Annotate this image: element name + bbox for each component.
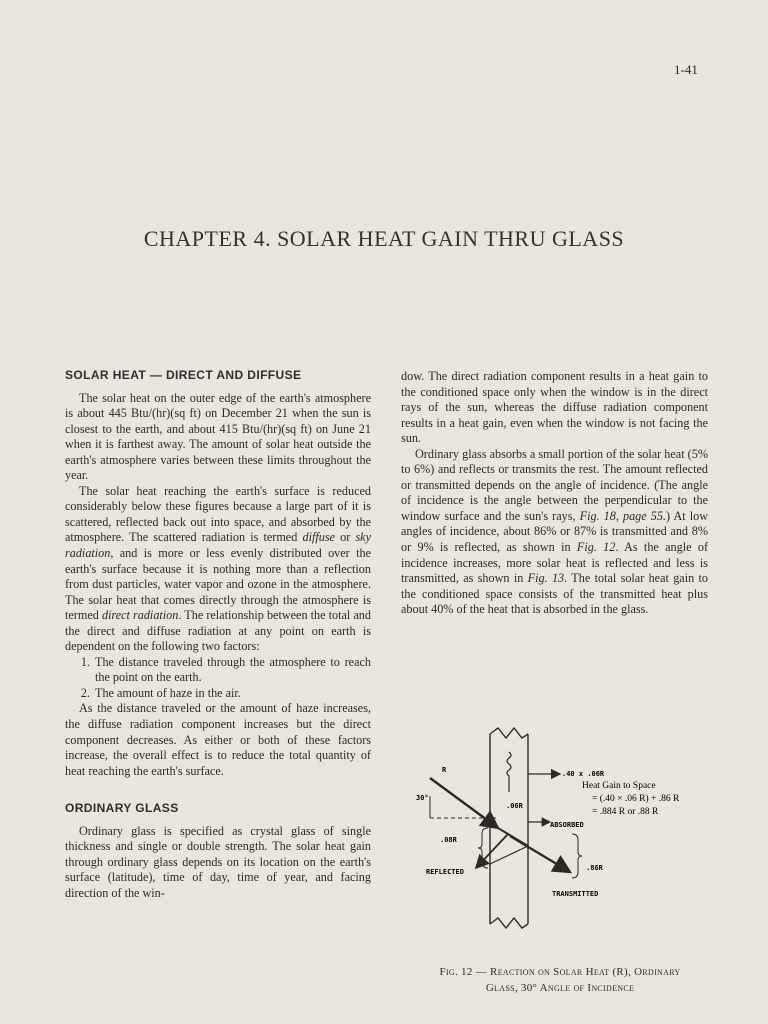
- label-08r: .08R: [440, 836, 457, 844]
- figure-reference: Fig. 13: [527, 571, 565, 586]
- glass-reaction-diagram: [410, 724, 720, 964]
- caption-line2: Glass, 30° Angle of Incidence: [485, 982, 635, 994]
- paragraph: Ordinary glass absorbs a small portion of the solar heat (5% to 6%) and reflects or transmits the rest. The amount reflected or transmitted depends on the angle of incidence. (The angle of incidence is the angle between the perpendicular to the window surface and the sun's rays, Fig. 18, page 55.) At low angles of incidence, about 86% or 87% is transmitted and 8% or 9% is reflected, as shown in Fig. 12. As the angle of incidence increases, more solar heat is reflected and less is transmitted, as shown in Fig. 13. The total solar heat gain to the conditioned space consists of the transmitted heat plus about 40% of the heat that is absorbed in the glass.: [401, 446, 709, 617]
- left-column: [65, 368, 371, 902]
- label-top: .40 x .06R: [562, 770, 605, 778]
- page-number: 1-41: [674, 62, 698, 77]
- label-86r: .86R: [586, 864, 603, 872]
- heat-gain-line1: Heat Gain to Space: [582, 781, 656, 791]
- right-column: [401, 369, 708, 618]
- label-absorbed: ABSORBED: [550, 821, 584, 829]
- chapter-title: CHAPTER 4. SOLAR HEAT GAIN THRU GLASS: [143, 226, 625, 251]
- figure-caption: [400, 964, 720, 996]
- incident-ray: [430, 778, 498, 828]
- figure-12-diagram: [410, 724, 720, 964]
- label-reflected: REFLECTED: [426, 868, 464, 876]
- heat-gain-line3: = .884 R or .88 R: [592, 807, 659, 817]
- list-item: 2. The amount of haze in the air.: [93, 686, 371, 702]
- term-diffuse: diffuse: [302, 530, 335, 545]
- transmitted-ray: [510, 836, 570, 872]
- figure-reference: Fig. 18, page 55.: [579, 508, 666, 523]
- paragraph: Ordinary glass is specified as crystal glass of single thickness and single or double strength. The solar heat gain through ordinary glass depends on its location on the earth's surface (latitude), time of day, time of year, and facing direction of the win-: [65, 823, 371, 900]
- label-angle: 30°: [416, 794, 429, 802]
- label-transmitted: TRANSMITTED: [552, 890, 599, 898]
- paragraph: dow. The direct radiation component results in a heat gain to the conditioned space only when the window is in the direct rays of the sun, whereas the diffuse radiation component results in a heat gain, even when the window is not facing the sun.: [401, 369, 708, 446]
- caption-line1: Fig. 12 — Reaction on Solar Heat (R), Ordinary: [439, 966, 681, 978]
- label-r: R: [442, 766, 447, 774]
- list-item: 1. The distance traveled through the atmosphere to reach the point on the earth.: [93, 655, 371, 686]
- heat-gain-line2: = (.40 × .06 R) + .86 R: [592, 794, 680, 804]
- paragraph: The solar heat on the outer edge of the earth's atmosphere is about 445 Btu/(hr)(sq ft) on December 21 when the sun is closest to the earth, and about 415 Btu/(hr)(sq ft) on June 21 when it is farthest away. The amount of solar heat outside the earth's atmosphere varies between these limits throughout the year.: [65, 390, 371, 483]
- paragraph: As the distance traveled or the amount of haze increases, the diffuse radiation component increases but the direct component decreases. As either or both of these factors increase, the overall effect is to reduce the total quantity of heat reaching the earth's surface.: [65, 701, 371, 778]
- term-direct-radiation: direct radiation: [101, 608, 179, 623]
- term-sky-radiation: sky radiation: [65, 530, 371, 561]
- reflected-bracket: [478, 828, 488, 868]
- paragraph: The solar heat reaching the earth's surface is reduced considerably below these figures because a large part of it is scattered, reflected back out into space, and absorbed by the atmosphere. The scattered radiation is termed diffuse or sky radiation, and is more or less evenly distributed over the earth's surface because it is nothing more than a reflection from dust particles, water vapor and ozone in the atmosphere. The solar heat that comes directly through the atmosphere is termed direct radiation. The relationship between the total and the direct and diffuse radiation at any point on earth is dependent on the following two factors:: [65, 483, 371, 654]
- factor-list: [65, 655, 371, 702]
- figure-reference: Fig. 12: [576, 540, 616, 555]
- section-heading-direct-diffuse: SOLAR HEAT — DIRECT AND DIFFUSE: [65, 368, 302, 382]
- label-06r-inner: .06R: [506, 802, 523, 810]
- absorbed-heat-coil: [507, 752, 511, 792]
- transmitted-bracket: [572, 834, 582, 878]
- section-heading-ordinary-glass: ORDINARY GLASS: [65, 801, 179, 816]
